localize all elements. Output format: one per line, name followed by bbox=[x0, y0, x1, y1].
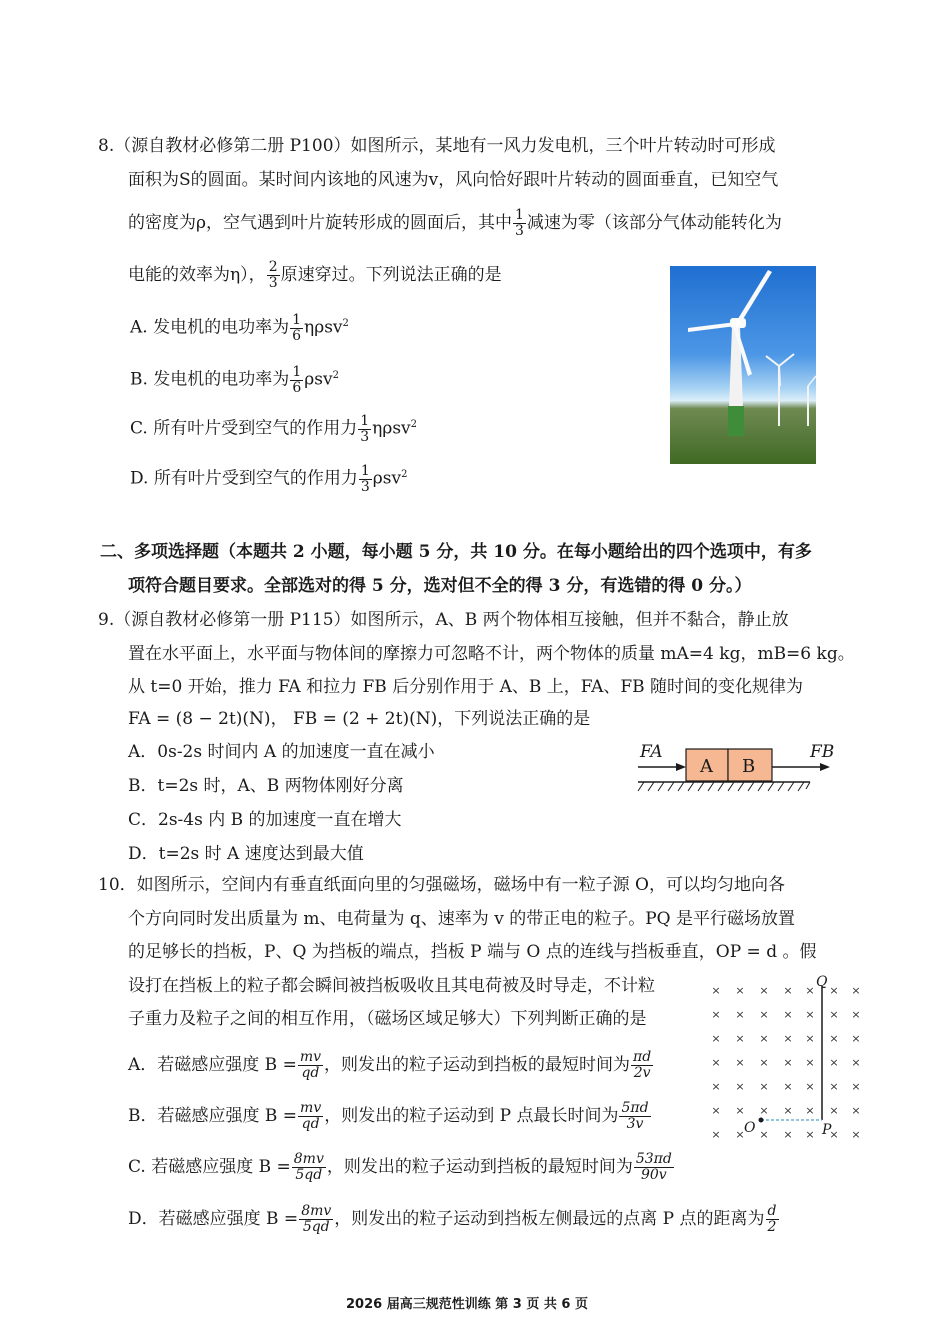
field-cross-mark: × bbox=[851, 1008, 861, 1021]
field-cross-mark: × bbox=[805, 1032, 815, 1045]
field-cross-mark: × bbox=[851, 1032, 861, 1045]
q10-line3: 的足够长的挡板，P、Q 为挡板的端点，挡板 P 端与 O 点的连线与挡板垂直，OP = d 。假 bbox=[128, 942, 817, 962]
label-o: O bbox=[744, 1120, 756, 1136]
q8-option-b: B. 发电机的电功率为 $\frac{1}{6}$ ρsv$^2$ bbox=[130, 363, 339, 396]
q8-line1: 8.（源自教材必修第二册 P100）如图所示，某地有一风力发电机，三个叶片转动时可形成 bbox=[98, 136, 776, 156]
field-cross-mark: × bbox=[851, 1104, 861, 1117]
field-cross-mark: × bbox=[711, 1128, 721, 1141]
q8-line3: 的密度为ρ，空气遇到叶片旋转形成的圆面后，其中 $\frac{1}{3}$ 减速为零（该部分气体动能转化为 bbox=[128, 207, 782, 239]
fraction-two-thirds: $\frac{2}{3}$ bbox=[268, 259, 278, 291]
field-cross-mark: × bbox=[829, 1128, 839, 1141]
field-cross-mark: × bbox=[851, 1128, 861, 1141]
section2-header-line2: 项符合题目要求。全部选对的得 5 分，选对但不全的得 3 分，有选错的得 0 分。） bbox=[128, 576, 752, 596]
field-cross-mark: × bbox=[711, 1032, 721, 1045]
field-cross-mark: × bbox=[735, 1032, 745, 1045]
field-cross-mark: × bbox=[829, 1056, 839, 1069]
field-cross-mark: × bbox=[783, 1104, 793, 1117]
q10-line2: 个方向同时发出质量为 m、电荷量为 q、速率为 v 的带正电的粒子。PQ 是平行磁场放置 bbox=[128, 909, 795, 929]
wind-turbine-illustration bbox=[670, 266, 816, 464]
field-cross-mark: × bbox=[735, 1056, 745, 1069]
field-cross-mark: × bbox=[759, 1080, 769, 1093]
page-footer: 2026 届高三规范性训练 第 3 页 共 6 页 bbox=[346, 1297, 588, 1312]
block-b-label: B bbox=[742, 756, 756, 777]
field-cross-mark: × bbox=[851, 984, 861, 997]
field-cross-mark: × bbox=[735, 1080, 745, 1093]
field-cross-mark: × bbox=[735, 1104, 745, 1117]
fraction-one-third: $\frac{1}{3}$ bbox=[515, 207, 524, 239]
q10-line1: 10．如图所示，空间内有垂直纸面向里的匀强磁场，磁场中有一粒子源 O，可以均匀地向各 bbox=[98, 875, 785, 895]
q9-option-c: C．2s-4s 内 B 的加速度一直在增大 bbox=[128, 810, 402, 830]
field-cross-mark: × bbox=[783, 1056, 793, 1069]
q9-line3: 从 t=0 开始，推力 FA 和拉力 FB 后分别作用于 A、B 上，FA、FB 随时间的变化规律为 bbox=[128, 677, 804, 697]
q9-line1: 9.（源自教材必修第一册 P115）如图所示，A、B 两个物体相互接触，但并不黏合，静止放 bbox=[98, 610, 789, 630]
q9-line4: FA = (8 − 2t)(N)， FB = (2 + 2t)(N)，下列说法正确的是 bbox=[128, 709, 591, 729]
q10-option-b: B．若磁感应强度 B = $\frac{mv}{qd}$ ，则发出的粒子运动到 P 点最长时间为 $\frac{5\pi d}{3v}$ bbox=[128, 1100, 649, 1132]
q9-option-a: A．0s-2s 时间内 A 的加速度一直在减小 bbox=[128, 742, 435, 762]
q8-line4: 电能的效率为η）， $\frac{2}{3}$ 原速穿过。下列说法正确的是 bbox=[128, 259, 502, 291]
field-cross-mark: × bbox=[851, 1056, 861, 1069]
label-q: Q bbox=[816, 974, 828, 990]
field-cross-mark: × bbox=[805, 984, 815, 997]
q10-line5: 子重力及粒子之间的相互作用，（磁场区域足够大）下列判断正确的是 bbox=[128, 1009, 647, 1029]
q9-option-d: D．t=2s 时 A 速度达到最大值 bbox=[128, 844, 364, 864]
force-fb-label: FB bbox=[810, 742, 835, 762]
field-cross-mark: × bbox=[759, 1128, 769, 1141]
field-cross-mark: × bbox=[759, 1008, 769, 1021]
q8-option-c: C. 所有叶片受到空气的作用力 $\frac{1}{3}$ ηρsv$^2$ bbox=[130, 412, 418, 445]
field-cross-mark: × bbox=[805, 1080, 815, 1093]
field-cross-mark: × bbox=[759, 1104, 769, 1117]
field-cross-mark: × bbox=[829, 1080, 839, 1093]
field-cross-mark: × bbox=[783, 1128, 793, 1141]
label-p: P bbox=[822, 1122, 832, 1138]
q9-option-b: B．t=2s 时，A、B 两物体刚好分离 bbox=[128, 776, 404, 796]
q8-line2: 面积为S的圆面。某时间内该地的风速为v，风向恰好跟叶片转动的圆面垂直，已知空气 bbox=[128, 170, 779, 190]
field-cross-mark: × bbox=[783, 1032, 793, 1045]
q8-option-d: D. 所有叶片受到空气的作用力 $\frac{1}{3}$ ρsv$^2$ bbox=[130, 462, 408, 495]
field-cross-mark: × bbox=[805, 1128, 815, 1141]
wind-turbine-photo bbox=[670, 266, 816, 464]
field-cross-mark: × bbox=[711, 1104, 721, 1117]
field-cross-mark: × bbox=[783, 984, 793, 997]
q10-option-c: C. 若磁感应强度 B = $\frac{8mv}{5qd}$ ，则发出的粒子运动到挡板的最短时间为 $\frac{53\pi d}{90v}$ bbox=[128, 1151, 672, 1183]
block-a-label: A bbox=[700, 756, 713, 777]
q10-line4: 设打在挡板上的粒子都会瞬间被挡板吸收且其电荷被及时导走，不计粒 bbox=[128, 976, 655, 996]
field-cross-mark: × bbox=[805, 1056, 815, 1069]
q9-line2: 置在水平面上，水平面与物体间的摩擦力可忽略不计，两个物体的质量 mA=4 kg，mB=6 kg。 bbox=[128, 644, 855, 664]
field-cross-mark: × bbox=[759, 1056, 769, 1069]
field-cross-mark: × bbox=[829, 1104, 839, 1117]
field-cross-mark: × bbox=[783, 1080, 793, 1093]
q8-option-a: A. 发电机的电功率为 $\frac{1}{6}$ ηρsv$^2$ bbox=[130, 311, 349, 344]
q10-option-d: D．若磁感应强度 B = $\frac{8mv}{5qd}$ ，则发出的粒子运动到挡板左侧最远的点离 P 点的距离为 $\frac{d}{2}$ bbox=[128, 1203, 777, 1235]
field-cross-mark: × bbox=[759, 1032, 769, 1045]
field-cross-mark: × bbox=[759, 984, 769, 997]
field-cross-mark: × bbox=[805, 1008, 815, 1021]
source-point-o bbox=[759, 1118, 764, 1123]
field-cross-mark: × bbox=[735, 1008, 745, 1021]
magnetic-field-diagram bbox=[706, 974, 868, 1146]
field-crosses bbox=[711, 984, 860, 1141]
field-cross-mark: × bbox=[829, 1032, 839, 1045]
q10-option-a: A．若磁感应强度 B = $\frac{mv}{qd}$ ，则发出的粒子运动到挡板的最短时间为 $\frac{\pi d}{2v}$ bbox=[128, 1049, 652, 1081]
section2-header-line1: 二、多项选择题（本题共 2 小题，每小题 5 分，共 10 分。在每小题给出的四个选项中，有多 bbox=[100, 542, 812, 562]
field-cross-mark: × bbox=[851, 1080, 861, 1093]
field-cross-mark: × bbox=[783, 1008, 793, 1021]
field-cross-mark: × bbox=[829, 1008, 839, 1021]
field-cross-mark: × bbox=[805, 1104, 815, 1117]
ground-hatching bbox=[638, 782, 810, 791]
force-fa-label: FA bbox=[640, 742, 663, 762]
block-diagram bbox=[630, 735, 840, 797]
field-cross-mark: × bbox=[711, 1008, 721, 1021]
field-cross-mark: × bbox=[829, 984, 839, 997]
field-cross-mark: × bbox=[711, 1056, 721, 1069]
field-cross-mark: × bbox=[711, 1080, 721, 1093]
field-cross-mark: × bbox=[735, 984, 745, 997]
field-cross-mark: × bbox=[735, 1128, 745, 1141]
field-cross-mark: × bbox=[711, 984, 721, 997]
